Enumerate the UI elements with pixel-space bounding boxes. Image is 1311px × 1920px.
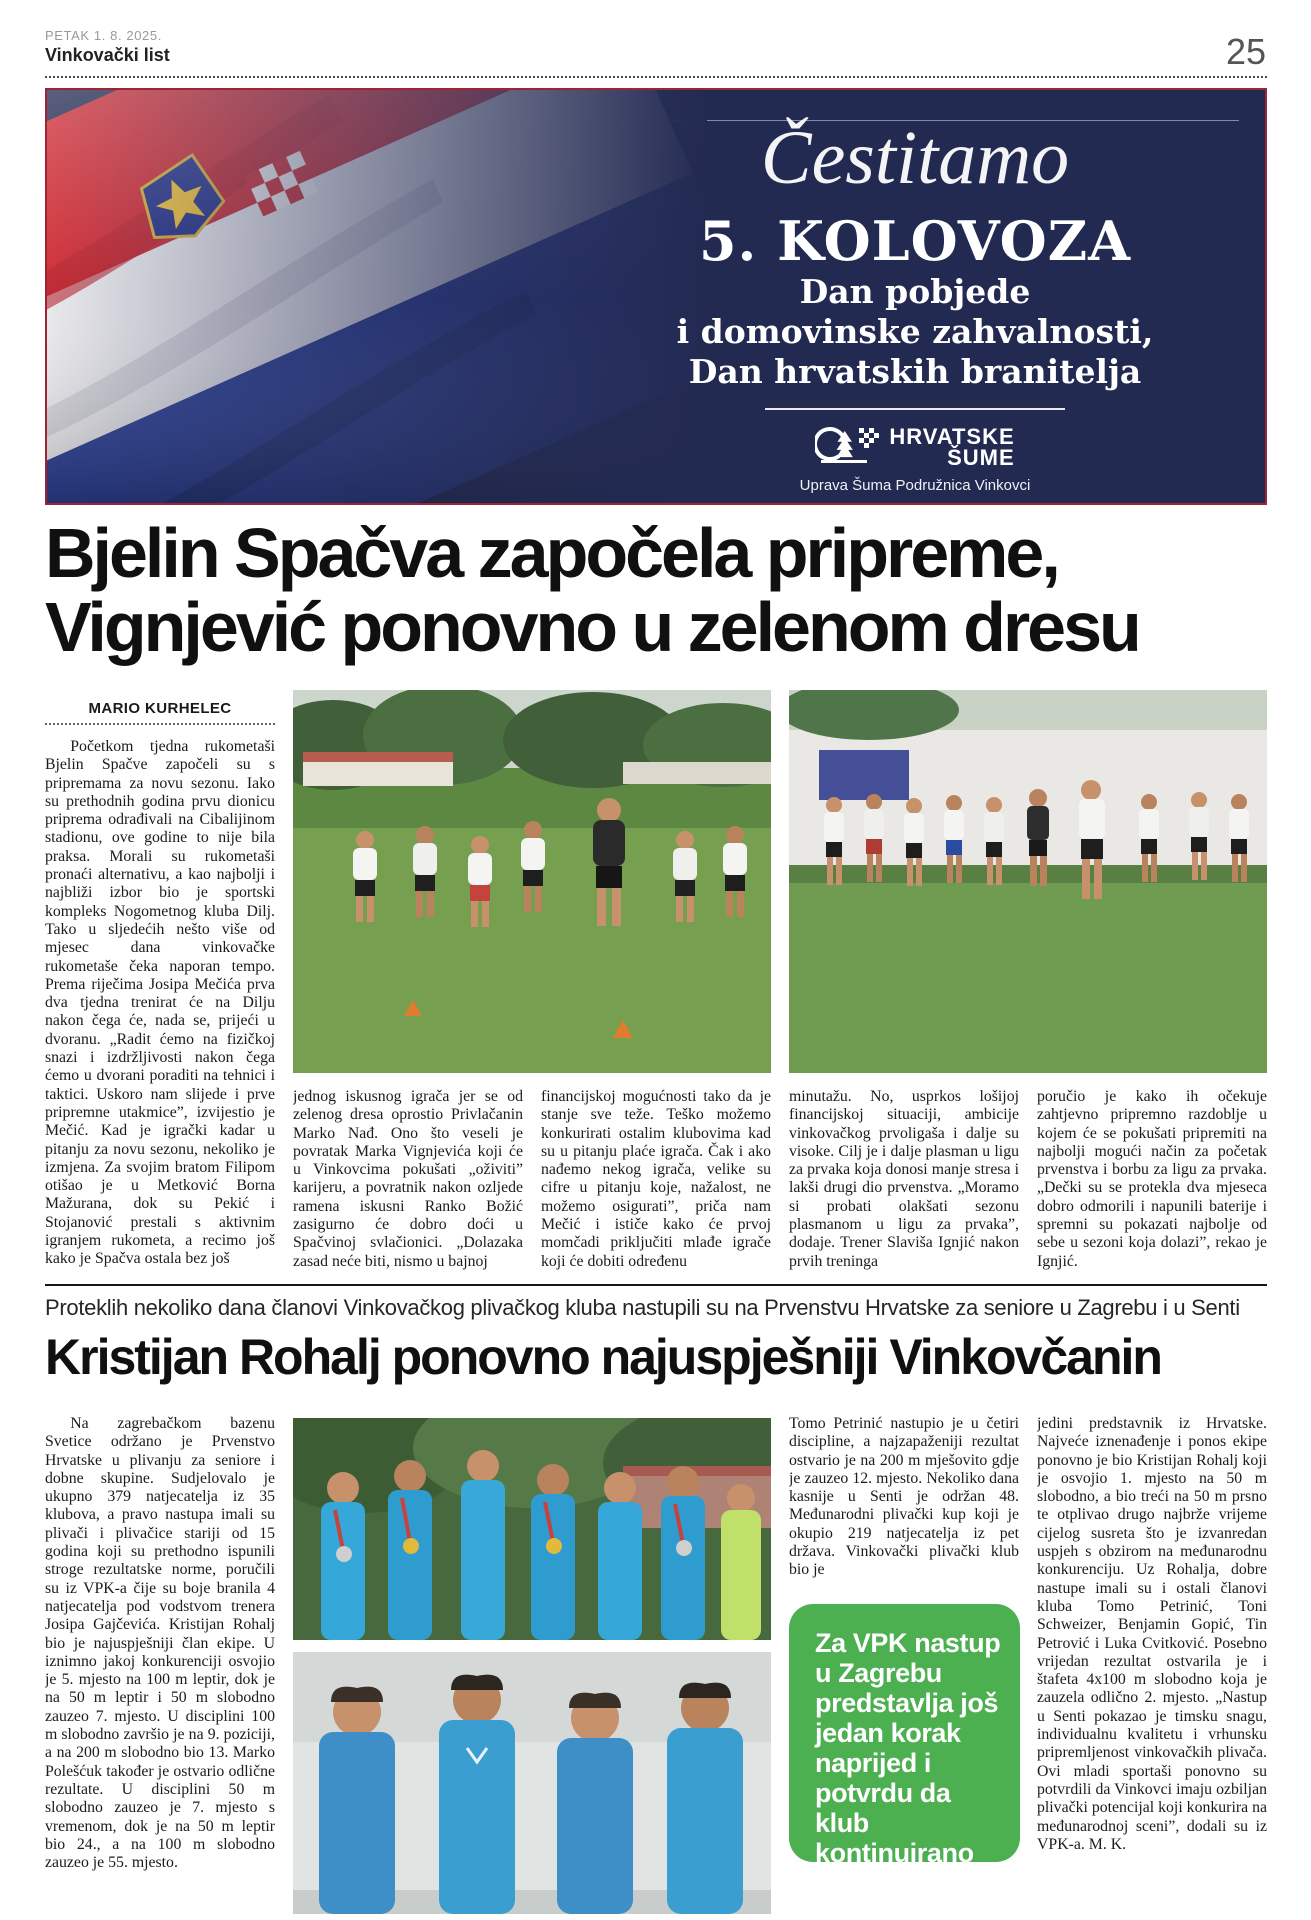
page-number: 25	[1225, 31, 1266, 72]
masthead: Vinkovački list	[45, 45, 170, 65]
article1-headline	[45, 516, 1275, 664]
banner-logo-subtitle: Uprava Šuma Podružnica Vinkovci	[799, 477, 1031, 494]
pullquote-box: Za VPK nastup u Zagrebu predstavlja još jedan korak naprijed i potvrdu da klub kontinuirano raste	[789, 1604, 1020, 1862]
logo-word-sume: ŠUME	[947, 444, 1015, 470]
issue-date: PETAK 1. 8. 2025.	[45, 28, 162, 43]
hrvatske-sume-logo-text	[889, 423, 1015, 470]
commemoration-banner	[45, 88, 1267, 505]
banner-line1: Dan pobjede	[799, 272, 1031, 311]
header-rule	[45, 76, 1267, 78]
banner-divider-rule	[765, 408, 1065, 410]
photo-swimmers-group-indoor	[293, 1652, 771, 1914]
article1-column-2: jednog iskusnog igrača jer se od zelenog dresa oprostio Privlačanin Marko Nađ. Ono što veseli je povratak Marka Vignjevića koji će u Vinkovcima pokušati „oživiti” karijeru, a povratnik nakon ozljede ramena iskusni Ranko Božić zasigurno će dobro doći u Spačvinoj svlačionici. „Dolazaka zasad neće biti, nismo u bajnoj	[293, 1088, 523, 1270]
article1-column-3: financijskoj mogućnosti tako da je stanje sve teže. Teško možemo konkurirati ostalim klubovima kad su u pitanju plaće igrača. Čak i ako nađemo nekog igrača, velike su cifre u pitanju koje, nažalost, ne možemo osigurati”, priča nam Mečić i ističe kako će prvoj momčadi priključiti mlađe igrače koji će dobiti određenu	[541, 1088, 771, 1270]
byline-rule	[45, 723, 275, 725]
article2-column-1: Na zagrebačkom bazenu Svetice održano je Prvenstvo Hrvatske u plivanju za seniore i dobne skupine. Sudjelovalo je ukupno 379 natjecatelja iz 35 klubova, a pravo nastupa imali su plivači i plivačice stariji od 15 godina koji su prethodno ispunili stroge rezultatske norme, poručili su iz VPK-a čije su boje branila 4 natjecatelja pod vodstvom trenera Josipa Gajčevića. Kristijan Rohalj bio je najuspješniji član ekipe. U iznimno jakoj konkurenciji osvojio je 5. mjesto na 100 m leptir, dok je na 50 m leptir i 50 m slobodno zauzeo 7. mjesto. U disciplini 100 m slobodno završio je na 9. poziciji, a na 200 m slobodno bio 13. Marko Polešćuk također je ostvario odlične rezultate. U disciplini 50 m slobodno zauzeo je 7. mjesto s vremenom, dok je na 50 m leptir bio 24., a na 100 m slobodno zauzeo je 55. mjesto.	[45, 1415, 275, 1872]
banner-line3: Dan hrvatskih branitelja	[688, 352, 1142, 391]
hrvatske-sume-logo	[575, 422, 1255, 471]
photo-swimmers-with-medals	[293, 1418, 771, 1640]
article1-byline: MARIO KURHELEC	[88, 700, 232, 717]
photo-handball-team-lineup	[789, 690, 1267, 1073]
article2-kicker: Proteklih nekoliko dana članovi Vinkovačkog plivačkog kluba nastupili su na Prvenstvu Hrvatske za seniore u Zagrebu i u Senti	[45, 1295, 1240, 1320]
article1-column-1: Početkom tjedna rukometaši Bjelin Spačve započeli su s pripremama za novu sezonu. Iako su prethodnih godina prvu dionicu priprema odrađivali na Cibalijinom stadionu, ove godine to nije bila praksa. Morali su rukometaši pronaći alternativu, a kao najbolji i najbliži izbor bio je sportski kompleks Nogometnog kluba Dilj. Tako u sljedećih nešto više od mjesec dana vinkovačke rukometaše čeka naporan tempo. Prema riječima Josipa Mečića prva dva tjedna trenirat će na Dilju nakon čega će, nada se, prijeći u dvoranu. „Radit ćemo na fizičkoj snazi i izdržljivosti nakon čega ćemo u dvorani poraditi na tehnici i taktici. Uskoro nam slijede i prve pripremne utakmice”, izvijestio je Mečić. Kad je igrački kadar u pitanju za novu sezonu, nekoliko je izmjena. Za svojim bratom Filipom otišao je u Metković Borna Mažurana, dok su Pekić i Stojanović prestali s aktivnim igranjem rukometa, a recimo još kako je Spačva ostala bez još	[45, 738, 275, 1268]
article2-column-3: jedini predstavnik iz Hrvatske. Najveće iznenađenje i ponos ekipe ponovno je bio Kristijan Rohalj koji je osvojio 1. mjesto na 50 m slobodno, a bio treći na 50 m prsno te otplivao drugo najbrže vrijeme cijelog susreta što je izvanredan uspjeh s obzirom na međunarodnu konkurenciju. Uz Rohalja, dobre nastupe imali su i ostali članovi kluba Tomo Petrinić, Toni Schweizer, Benjamin Gopić, Tin Petrović i Luka Cvitković. Posebno vrijedan rezultat ostvarila je i štafeta 4x100 m slobodno koja je zauzela odlično 2. mjesto. „Nastup u Senti pokazao je timsku snagu, individualnu kvalitetu i vrhunsku pripremljenost vinkovačkih plivača. Ovi mladi sportaši ponovno su potvrdili da Vinkovci imaju ozbiljan plivački potencijal koji konkurira na međunarodnoj sceni”, dodali su iz VPK-a. M. K.	[1037, 1415, 1267, 1853]
banner-line2: i domovinske zahvalnosti,	[676, 312, 1154, 351]
article2-headline: Kristijan Rohalj ponovno najuspješniji Vinkovčanin	[45, 1329, 1161, 1385]
article1-column-5: poručio je kako ih očekuje zahtjevno pripremno razdoblje u kojem će se pokušati pripremiti na najbolji mogući način za početak prvenstva i borbu za ligu za prvaka. „Dečki su se protekla dva mjeseca dobro odmorili i napunili baterije i spremni su pokazati najbolje od sebe u sezoni koja dolazi”, rekao je Ignjić.	[1037, 1088, 1267, 1270]
banner-date-title: 5. KOLOVOZA	[698, 209, 1132, 273]
logo-word-hrvatske: HRVATSKE	[889, 423, 1015, 449]
article1-headline-line1: Bjelin Spačva započela pripreme,	[45, 514, 1058, 592]
photo-handball-training-run	[293, 690, 771, 1073]
section-divider	[45, 1284, 1267, 1286]
banner-text-block	[575, 108, 1255, 495]
article2-column-2: Tomo Petrinić nastupio je u četiri discipline, a najzapaženiji rezultat ostvario je na 200 m mješovito gdje je zauzeo 12. mjesto. Nekoliko dana kasnije u Senti je održan 48. Međunarodni plivački kup koji je okupio 219 natjecatelja iz pet država. Vinkovački plivački klub bio je	[789, 1415, 1019, 1579]
banner-greeting: Čestitamo	[760, 116, 1070, 200]
article1-column-4: minutažu. No, usprkos lošijoj financijskoj situaciji, ambicije vinkovačkog prvoligaša i dalje su visoke. Cilj je i dalje plasman u ligu za prvaka koja donosi manje stresa i lakši drugi dio prvenstva. „Moramo si probati olakšati sezonu plasmanom u ligu za prvaka”, dodaje. Trener Slaviša Ignjić nakon prvih treninga	[789, 1088, 1019, 1270]
hrvatske-sume-logo-icon	[815, 422, 879, 471]
article1-headline-line2: Vignjević ponovno u zelenom dresu	[45, 588, 1139, 666]
